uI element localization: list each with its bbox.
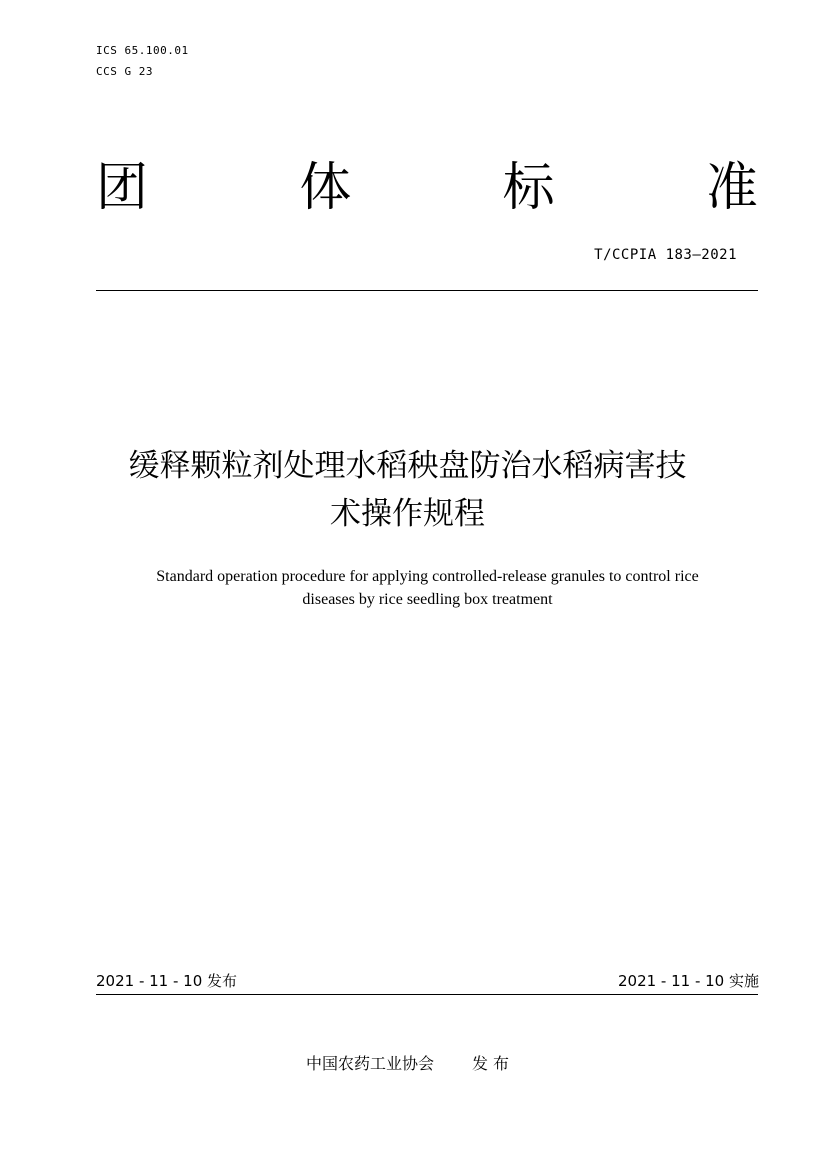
publisher-name: 中国农药工业协会 [305,1054,434,1073]
publisher-action: 发 布 [471,1054,510,1073]
issue-date: 2021 - 11 - 10 发布 [96,972,238,990]
chinese-title-line-1: 缓释颗粒剂处理水稻秧盘防治水稻病害技 [128,448,687,484]
classification-codes [96,40,189,82]
standard-type-heading [96,156,758,220]
standard-type-char-4: 准 [705,158,758,218]
standard-type-char-2: 体 [299,158,352,218]
publisher-line [0,1053,815,1075]
implementation-date: 2021 - 11 - 10 实施 [617,972,759,990]
footer-divider [96,994,758,995]
english-title [60,565,795,611]
ics-code: ICS 65.100.01 [96,44,189,57]
standard-number: T/CCPIA 183—2021 [594,247,737,263]
english-title-line-2: diseases by rice seedling box treatment [302,591,553,608]
chinese-title [80,442,735,538]
header-divider [96,290,758,291]
english-title-line-1: Standard operation procedure for applying controlled-release granules to control rice [156,568,699,585]
chinese-title-line-2: 术操作规程 [330,496,485,532]
standard-type-char-1: 团 [96,158,149,218]
ccs-code: CCS G 23 [96,65,153,78]
standard-type-char-3: 标 [502,158,555,218]
